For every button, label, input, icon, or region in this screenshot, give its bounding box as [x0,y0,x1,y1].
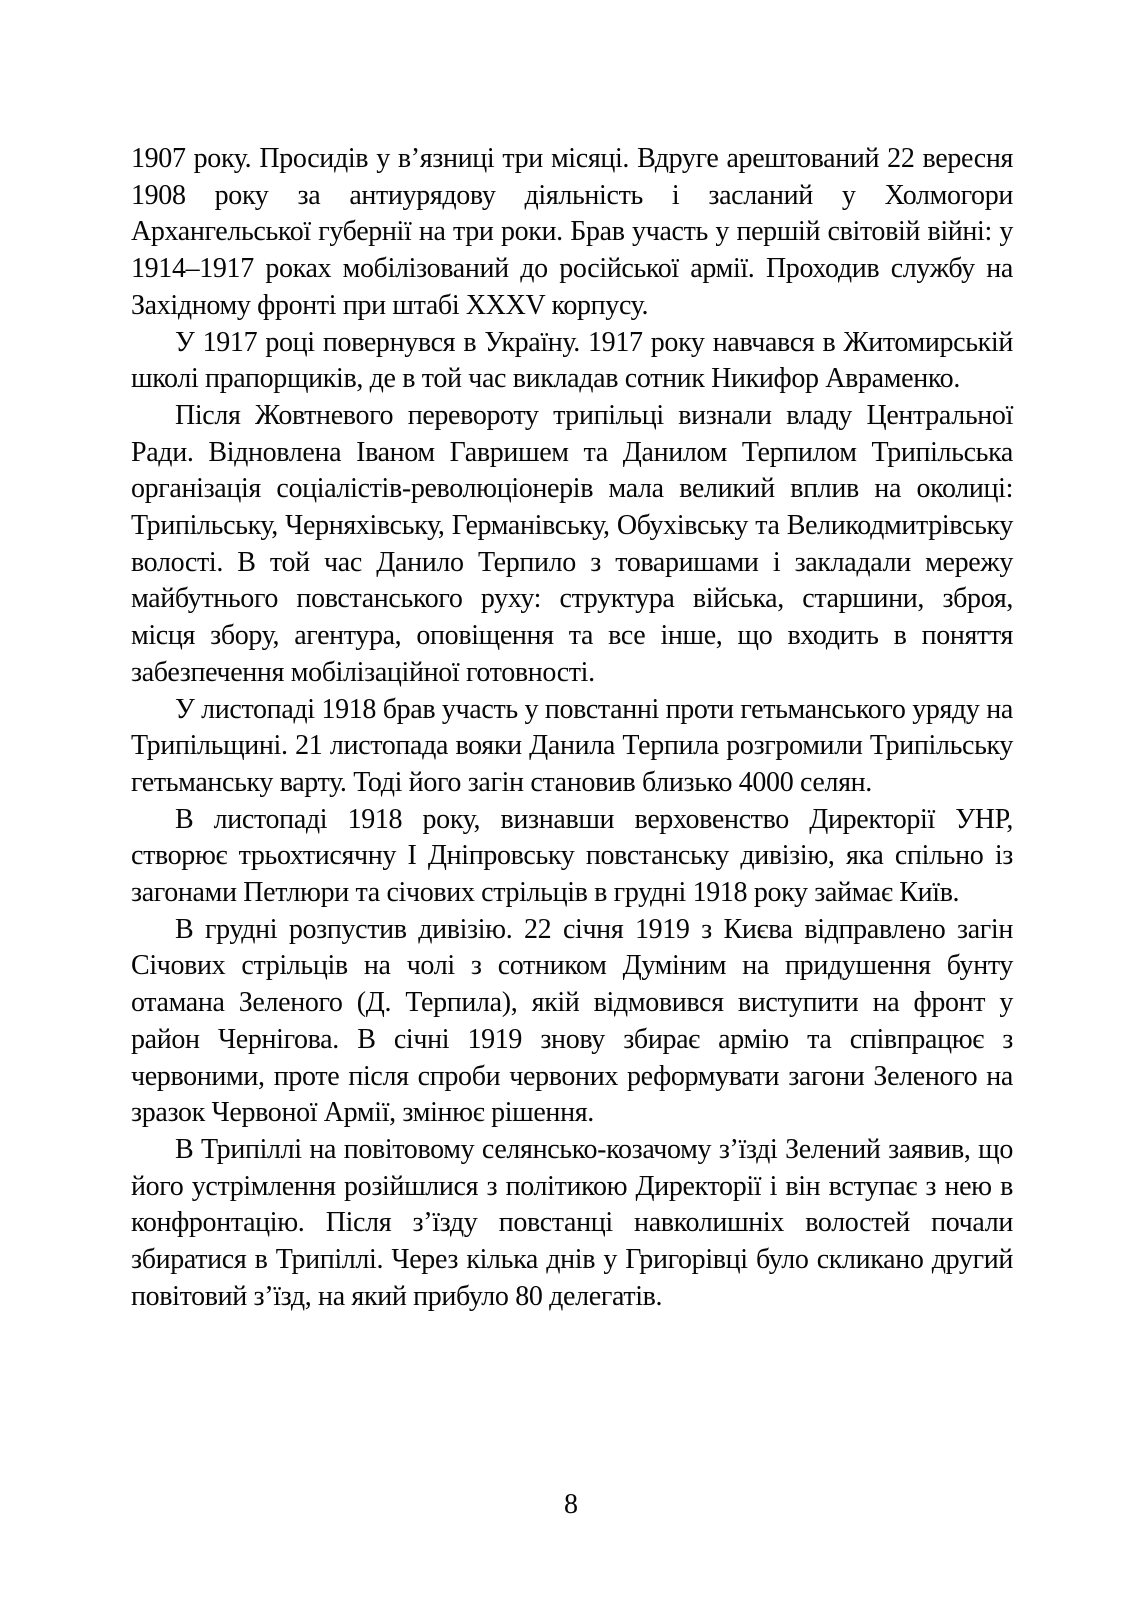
body-paragraph: В грудні розпустив дивізію. 22 січня 1919 з Києва відправлено загін Січових стрільців на чолі з сотником Думіним на придушення бунту отамана Зеленого (Д. Терпила), якій відмовився виступити на фронт у район Чернігова. В січні 1919 знову збирає армію та співпрацює з червоними, проте після спроби червоних реформувати загони Зеленого на зразок Червоної Армії, змінює рішення. [131,913,1013,1129]
body-paragraph: Після Жовтневого перевороту трипільці визнали владу Центральної Ради. Відновлена Іваном Гавришем та Данилом Терпилом Трипільська організація соціалістів-революціонерів мала великий вплив на околиці: Трипільську, Черняхівську, Германівську, Обухівську та Великодмитрівську волості. В той час Данило Терпило з товаришами і закладали мережу майбутнього повстанського руху: структура війська, старшини, зброя, місця збору, агентура, оповіщення та все інше, що входить в поняття забезпечення мобілізаційної готовності. [131,399,1013,688]
body-paragraph: У 1917 році повернувся в Україну. 1917 року навчався в Житомирській школі прапорщиків, де в той час викладав сотник Никифор Авраменко. [131,326,1013,395]
body-paragraph: В Трипіллі на повітовому селянсько-козачому з’їзді Зелений заявив, що його устрімлення розійшлися з політикою Директорії і він вступає з нею в конфронтацію. Після з’їзду повстанці навколишніх волостей почали збиратися в Трипіллі. Через кілька днів у Григорівці було скликано другий повітовий з’їзд, на який прибуло 80 делегатів. [131,1133,1013,1312]
body-paragraph: 1907 року. Просидів у в’язниці три місяці. Вдруге арештований 22 вересня 1908 року за антиурядову діяльність і засланий у Холмогори Архангельської губернії на три роки. Брав участь у першій світовій війні: у 1914–1917 роках мобілізований до російської армії. Проходив службу на Західному фронті при штабі XXXV корпусу. [131,143,1013,321]
body-paragraph: У листопаді 1918 брав участь у повстанні проти гетьманського уряду на Трипільщині. 21 листопада вояки Данила Терпила розгромили Трипільську гетьманську варту. Тоді його загін становив близько 4000 селян. [131,693,1013,798]
page-number: 8 [564,1489,578,1520]
text-block [131,141,1013,1316]
body-paragraph: В листопаді 1918 року, визнавши верховенство Директорії УНР, створює трьохтисячну І Дніпровську повстанську дивізію, яка спільно із загонами Петлюри та січових стрільців в грудні 1918 року займає Київ. [131,803,1013,909]
